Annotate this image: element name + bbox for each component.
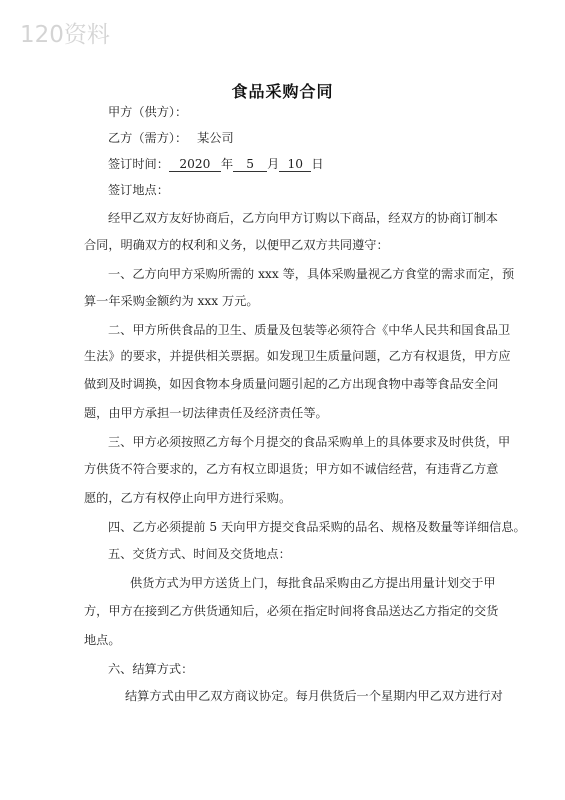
party-b-name: 某公司 — [197, 131, 234, 145]
clause-5-line-1: 供货方式为甲方送货上门，每批食品采购由乙方提出用量计划交于甲 — [130, 576, 496, 590]
clause-3-line-1: 三、甲方必须按照乙方每个月提交的食品采购单上的具体要求及时供货，甲 — [108, 435, 511, 449]
sign-month: 5 — [233, 157, 267, 172]
clause-6-heading: 六、结算方式： — [108, 662, 194, 676]
day-unit: 日 — [311, 157, 324, 171]
year-unit: 年 — [220, 157, 234, 171]
clause-5-line-3: 地点。 — [84, 633, 121, 647]
clause-3-line-2: 方供货不符合要求的，乙方有权立即退货；甲方如不诚信经营，有违背乙方意 — [84, 462, 499, 476]
clause-5-line-2: 方，甲方在接到乙方供货通知后，必须在指定时间将食品送达乙方指定的交货 — [84, 604, 499, 618]
clause-1-line-2: 算一年采购金额约为 xxx 万元。 — [84, 294, 259, 308]
preamble-line-1: 经甲乙双方友好协商后，乙方向甲方订购以下商品，经双方的协商订制本 — [108, 211, 498, 225]
contract-title: 食品采购合同 — [231, 82, 334, 101]
clause-5-heading: 五、交货方式、时间及交货地点： — [108, 547, 291, 561]
sign-place-line: 签订地点： — [108, 183, 169, 197]
month-unit: 月 — [267, 157, 280, 171]
party-b-label: 乙方（需方）： — [108, 131, 188, 145]
clause-2-line-2: 生法》的要求，并提供相关票据。如发现卫生质量问题，乙方有权退货，甲方应 — [84, 349, 511, 363]
clause-2-line-3: 做到及时调换，如因食物本身质量问题引起的乙方出现食物中毒等食品安全问 — [84, 377, 499, 391]
watermark: 120资料 — [20, 22, 110, 48]
sign-day: 10 — [279, 157, 311, 172]
clause-2-line-4: 题，由甲方承担一切法律责任及经济责任等。 — [84, 406, 328, 420]
sign-date-label: 签订时间： — [108, 157, 169, 171]
sign-date-line — [108, 156, 324, 172]
preamble-line-2: 合同，明确双方的权利和义务，以便甲乙双方共同遵守： — [84, 238, 389, 252]
party-b-line — [108, 130, 234, 146]
party-a-line: 甲方（供方）： — [108, 105, 188, 119]
clause-3-line-3: 愿的，乙方有权停止向甲方进行采购。 — [84, 491, 292, 505]
clause-2-line-1: 二、甲方所供食品的卫生、质量及包装等必须符合《中华人民共和国食品卫 — [108, 323, 511, 337]
clause-4-line-1: 四、乙方必须提前 5 天向甲方提交食品采购的品名、规格及数量等详细信息。 — [108, 520, 526, 534]
sign-year: 2020 — [169, 157, 221, 172]
clause-1-line-1: 一、乙方向甲方采购所需的 xxx 等，具体采购量视乙方食堂的需求而定，预 — [108, 267, 515, 281]
clause-6-line-1: 结算方式由甲乙双方商议协定。每月供货后一个星期内甲乙双方进行对 — [125, 689, 503, 703]
